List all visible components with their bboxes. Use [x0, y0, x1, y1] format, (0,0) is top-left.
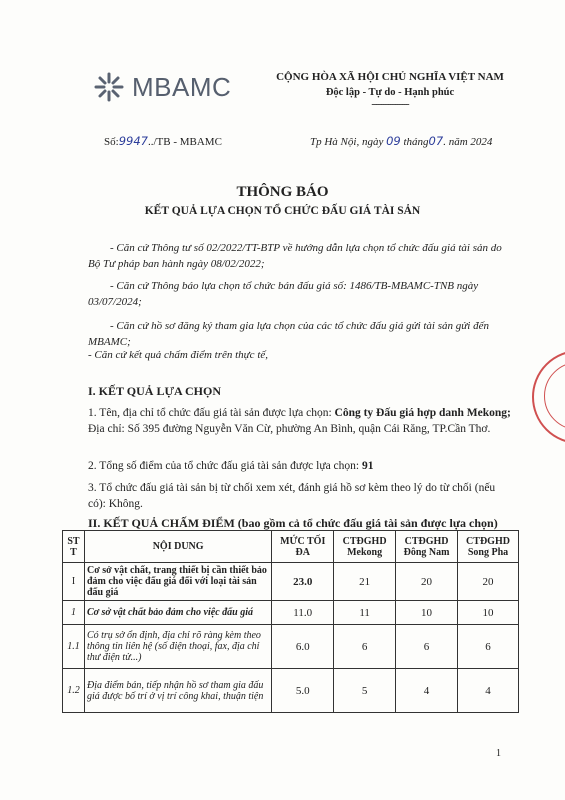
column-header: CTĐGHD Song Pha: [458, 531, 519, 563]
red-seal-stamp: [532, 350, 565, 444]
table-row: I Cơ sở vật chất, trang thiết bị cần thiết bảo đảm cho việc đấu giá đối với loại tài sản đấu giá 23.0 21 20 20: [63, 563, 519, 601]
section1-item2: 2. Tổng số điểm của tổ chức đấu giá tài sản được lựa chọn: 91: [88, 460, 374, 472]
date-line: Tp Hà Nội, ngày 09 tháng07. năm 2024: [310, 134, 493, 148]
basis-line: - Căn cứ kết quả chấm điểm trên thực tế,: [88, 349, 269, 361]
section2-heading: II. KẾT QUẢ CHẤM ĐIỂM (bao gồm cả tổ chức đấu giá tài sản được lựa chọn): [88, 516, 498, 530]
table-header-row: [63, 531, 519, 563]
table-row: 1.1 Có trụ sở ổn định, địa chỉ rõ ràng kèm theo thông tin liên hệ (số điện thoại, fax, địa chỉ thư điện tử...) 6.0 6 6 6: [63, 625, 519, 669]
table-row: 1.2 Địa điểm bán, tiếp nhận hồ sơ tham gia đấu giá được bố trí ở vị trí công khai, thuận tiện 5.0 5 4 4: [63, 669, 519, 713]
column-header: MỨC TỐI ĐA: [272, 531, 334, 563]
handwritten-month: 07: [428, 134, 444, 148]
basis-line: - Căn cứ Thông tư số 02/2022/TT-BTP về hướng dẫn lựa chọn tổ chức đấu giá tài sản do Bộ Tư pháp ban hành ngày 08/02/2022;: [88, 242, 502, 270]
page-number: 1: [496, 748, 501, 759]
handwritten-number: 9947: [118, 134, 148, 148]
basis-line: - Căn cứ Thông báo lựa chọn tổ chức bán đấu giá số: 1486/TB-MBAMC-TNB ngày 03/07/2024;: [88, 280, 479, 308]
section1-item1: 1. Tên, địa chỉ tổ chức đấu giá tài sản được lựa chọn: Công ty Đấu giá hợp danh Mekong; Địa chỉ: Số 395 đường Nguyễn Văn Cừ, phường An Bình, quận Cái Răng, TP.Cần Thơ.: [88, 407, 511, 435]
column-header: CTĐGHD Mekong: [334, 531, 396, 563]
logo-text: MBAMC: [132, 71, 232, 102]
header-rule: ----------------: [371, 99, 409, 110]
score-table: [62, 530, 519, 713]
basis-line: - Căn cứ hồ sơ đăng ký tham gia lựa chọn của các tổ chức đấu giá gửi tài sản gửi đến MBAMC;: [88, 320, 489, 348]
mbamc-logo-icon: [92, 70, 126, 104]
handwritten-day: 09: [386, 134, 401, 148]
column-header: NỘI DUNG: [84, 531, 271, 563]
column-header: CTĐGHD Đông Nam: [396, 531, 458, 563]
nation-title: CỘNG HÒA XÃ HỘI CHỦ NGHĨA VIỆT NAM: [276, 71, 504, 83]
table-row: 1 Cơ sở vật chất bảo đảm cho việc đấu giá 11.0 11 10 10: [63, 601, 519, 625]
document-subtitle: KẾT QUẢ LỰA CHỌN TỔ CHỨC ĐẤU GIÁ TÀI SẢN: [144, 205, 421, 217]
red-seal-inner-ring: [544, 362, 565, 430]
total-score: 91: [361, 460, 374, 472]
document-title: THÔNG BÁO: [236, 184, 329, 200]
nation-motto: Độc lập - Tự do - Hạnh phúc: [325, 87, 455, 98]
section1-item3: 3. Tổ chức đấu giá tài sản bị từ chối xem xét, đánh giá hồ sơ kèm theo lý do từ chối (nếu có): Không.: [88, 482, 496, 510]
national-header: [270, 70, 510, 110]
selected-organization: Công ty Đấu giá hợp danh Mekong;: [334, 407, 511, 419]
logo: [92, 70, 231, 104]
document-number: Số:9947../TB - MBAMC: [104, 134, 222, 148]
column-header: ST T: [63, 531, 85, 563]
section1-heading: I. KẾT QUẢ LỰA CHỌN: [88, 384, 222, 398]
